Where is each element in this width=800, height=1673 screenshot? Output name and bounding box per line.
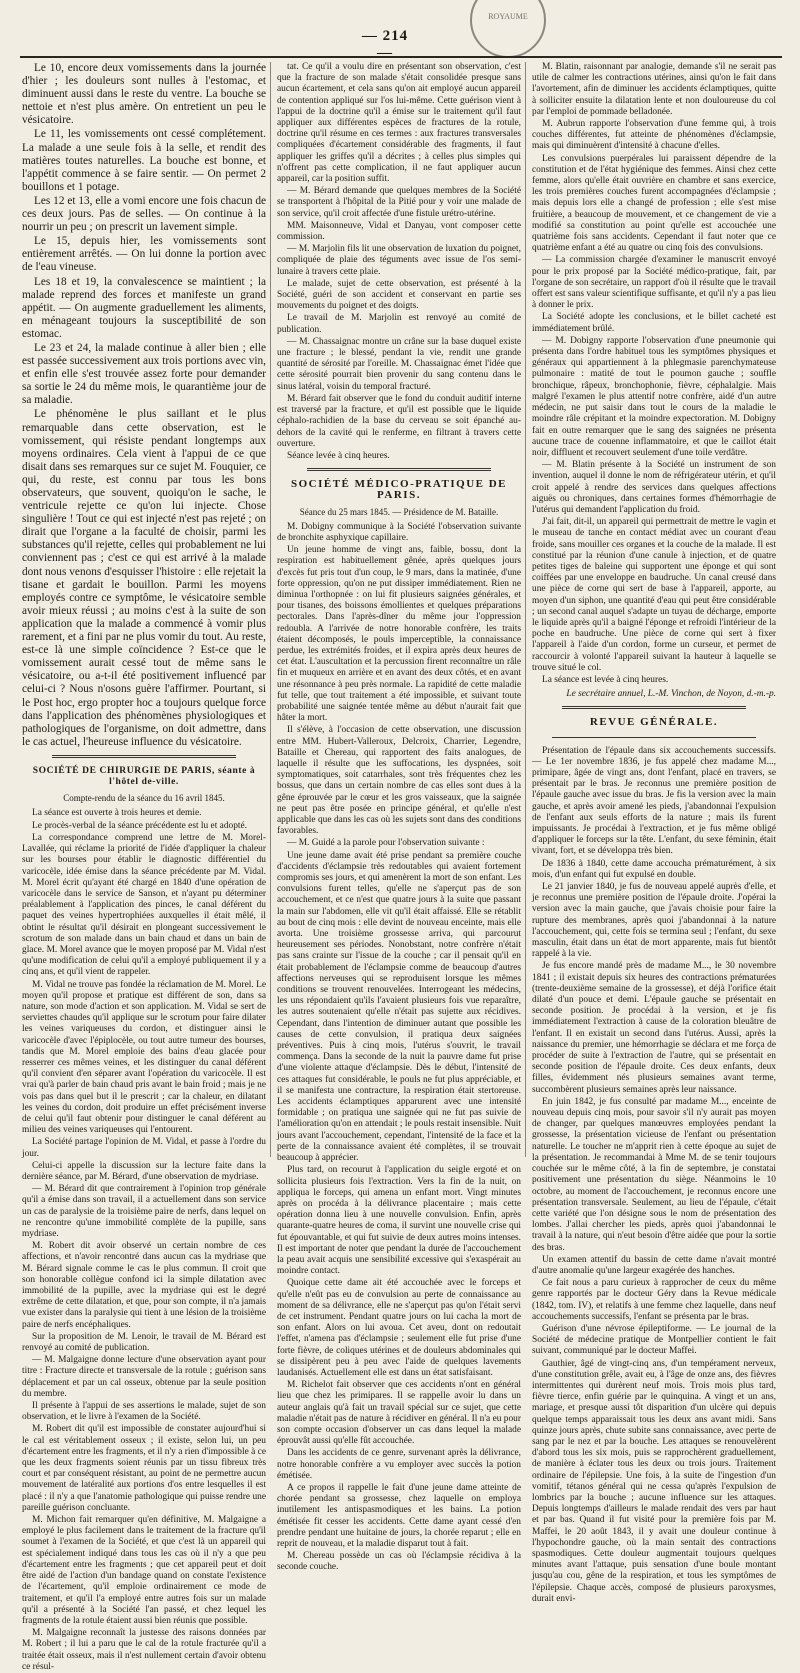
section-title: SOCIÉTÉ MÉDICO-PRATIQUE DE PARIS. xyxy=(290,478,508,502)
paragraph: M. Robert dit avoir observé un certain nombre de ces affections, et n'avoir rencontré dans aucun cas la mydriase que M. Bérard signale comme le cas le plus commun. Il croit que son honorable collègue confond ici la simple dilatation avec immobilité de la pupille, avec la mydriase qui est le degré extrême de cette dilatation, et que, pour son compte, il n'a jamais vue exister dans la paralysie qui tient à une lésion de la troisième paire de nerfs encéphaliques. xyxy=(22,1241,266,1330)
paragraph: Celui-ci appelle la discussion sur la lecture faite dans la dernière séance, par M. Bérard, d'une observation de mydriase. xyxy=(22,1160,266,1182)
section-separator xyxy=(52,755,236,758)
paragraph: Séance levée à cinq heures. xyxy=(287,450,390,461)
section-separator xyxy=(307,468,491,471)
section-separator xyxy=(562,706,746,709)
column-divider xyxy=(525,62,526,1157)
paragraph: M. Richelot fait observer que ces accidents n'ont en général lieu que chez les primipares. Il se rappelle avoir lu dans un auteur anglais qu'à fait un travail spécial sur ce sujet, que cette maladie n'était pas de nature à récidiver en général. Il n'a eu pour son compte occasion d'observer un cas dans lequel la malade éprouvât aussi qu'elle fût accouchée. xyxy=(277,1380,521,1447)
library-stamp-seal xyxy=(470,0,546,58)
paragraph: Gauthier, âgé de vingt-cinq ans, d'un tempérament nerveux, d'une constitution grêle, avait eu, à l'âge de onze ans, des fièvres intermittentes qui durèrent neuf mois. Trois mois plus tard, fièvre tierce, enfin guérie par le quinquina. A vingt et un ans, mariage, et presque aussi tôt disparition d'un ulcère qui depuis quelque temps apparaissait tous les deux ans avant midi. Sans quinze jours après, chute subite sans connaissance, avec perte de sang par le nez et par la bouche. Les attaques se renouvelèrent d'abord tous les six mois, puis se rapprochèrent graduellement, de manière à éclater tous les deux ou trois jours. Traitement ordinaire de l'épilepsie. Une fois, à la suite de l'ingestion d'un vomitif, tétanos général qui ne cessa qu'après l'expulsion de lombrics par la bouche ; aucune influence sur les attaques. Depuis longtemps d'ailleurs le malade rendait des vers par haut et par bas. Quand il fut visité pour la première fois par M. Maffei, le 20 août 1843, il y avait une douleur continue à l'hypochondre gauche, où la main sentait des contractions spasmodiques. Cette douleur augmentait toujours quelques minutes avant l'attaque, puis sensation d'une boule montant jusqu'au cou, gêne de la respiration, et tous les symptômes de l'épilepsie. Chaque accès, composé de plusieurs paroxysmes, durait envi- xyxy=(532,1358,776,1604)
paragraph: M. Blatin, raisonnant par analogie, demande s'il ne serait pas utile de calmer les contractions utérines, ainsi qu'on le fait dans l'avortement, afin de diminuer les accidents éclamptiques, quitte à solliciter ensuite la dilatation lente et non douloureuse du col par l'emploi de pommade belladonée. xyxy=(532,62,776,117)
paragraph: Un jeune homme de vingt ans, faible, bossu, dont la respiration est habituellement gênée, après quelques jours d'excès fut pris tout d'un coup, le 9 mars, dans la matinée, d'une forte oppression, qu'on ne put dissiper immédiatement. Rien ne diminua l'orthopnée : on lui fit plusieurs saignées générales, et pour tisanes, des boissons émollientes et quelques préparations pectorales. Dans l'après-dîner du même jour l'oppression redoubla. A l'arrivée de notre honorable confrère, les traits étaient décomposés, le pouls imperceptible, la connaissance perdue, les extrémités froides, et il expira après deux heures de cet état. L'auscultation et la percussion firent reconnaître un râle fin et muqueux en arrière et en avant des deux côtés, et en avant une résonnance à peu près normale. La rapidité de cette maladie fut telle, que tout traitement a été impossible, et suivant toute probabilité une saignée tentée même au début n'aurait fait que hâter la mort. xyxy=(277,545,521,724)
paragraph: MM. Maisonneuve, Vidal et Danyau, vont composer cette commission. xyxy=(277,220,521,243)
paragraph: En juin 1842, je fus consulté par madame M..., enceinte de nouveau depuis cinq mois, pour savoir s'il n'y aurait pas moyen de changer, par quelques manœuvres employées pendant la grossesse, la présentation vicieuse de l'enfant ou présentation naturelle. Le toucher ne m'apprit rien à cette époque au sujet de la présentation. Je recommandai à Mme M. de se tenir toujours couchée sur le même côté, à la fin de septembre, je constatai positivement une présentation du siège. Néanmoins le 10 octobre, au moment de l'accouchement, je reconnus encore une présentation transversale. Seulement, au lieu de l'épaule, c'était cette variété que l'on désigne sous le nom de présentation des lombes. J'allai chercher les pieds, après quoi j'abandonnai le travail à la nature, qui n'eut besoin d'être aidée que pour la sortie des bras. xyxy=(532,1096,776,1253)
paragraph: Le travail de M. Marjolin est renvoyé au comité de publication. xyxy=(277,313,521,335)
paragraph: M. Dobigny communique à la Société l'observation suivante de bronchite asphyxique capillaire. xyxy=(277,521,521,543)
paragraph: Dans les accidents de ce genre, survenant après la délivrance, notre honorable confrère a vu employer avec succès la potion émétisée. xyxy=(277,1448,521,1481)
paragraph: Il présente à l'appui de ses assertions le malade, sujet de son observation, et le livre à l'examen de la Société. xyxy=(22,1401,266,1423)
column-divider xyxy=(270,62,271,1157)
paragraph: — M. Chassaignac montre un crâne sur la base duquel existe une fracture ; le blessé, pendant la vie, rendit une grande quantité de sérosité par l'oreille. M. Chassaignac émet l'idée que cette sérosité pourrait bien provenir du sang contenu dans le sinus latéral, voisin du temporal fracturé. xyxy=(277,336,521,392)
paragraph: De 1836 à 1840, cette dame accoucha prématurément, à six mois, d'un enfant qui fut expulsé en double. xyxy=(532,858,776,880)
paragraph: Sur la proposition de M. Lenoir, le travail de M. Bérard est renvoyé au comité de publication. xyxy=(22,1331,266,1354)
section-subtitle: Séance du 25 mars 1845. — Présidence de M. Bataille. xyxy=(299,506,499,517)
paragraph: Plus tard, on recourut à l'application du seigle ergoté et on sollicita plusieurs fois l'extraction. Vers la fin de la nuit, on appliqua le forceps, qui amena un enfant mort. Vingt minutes après on procéda à la délivrance placentaire ; mais cette opération donna lieu à une nouvelle convulsion. Enfin, après quarante-quatre heures de coma, il survint une nouvelle crise qui fut épouvantable, et qui fut suivie de deux autres moins intenses. Il est important de noter que pendant la durée de l'accouchement la peau avait acquis une sensibilité excessive qui s'exaspérait au moindre contact. xyxy=(277,1165,521,1277)
paragraph: Les 18 et 19, la convalescence se maintient ; la malade reprend des forces et manifeste un grand appétit. — On augmente graduellement les aliments, en ménageant toujours la susceptibilité de son estomac. xyxy=(22,275,266,340)
paragraph: La Société adopte les conclusions, et le billet cacheté est immédiatement brûlé. xyxy=(532,312,776,334)
section-subtitle: Compte-rendu de la séance du 16 avril 1845. xyxy=(63,793,225,804)
paragraph: Une jeune dame avait été prise pendant sa première couche d'accidents d'éclampsie très redoutables qui avaient fortement compromis ses jours, et qui amenèrent la mort de son enfant. Les convulsions furent telles, qu'elle ne s'aperçut pas de son accouchement, et ce n'est que quatre jours à la suite que passant la main sur l'abdomen, elle vit qu'il était affaissé. Elle se rétablit au bout de cinq mois : elle devint de nouveau enceinte, mais elle avorta. Une troisième grossesse arriva, qui parcourut heureusement ses périodes. Nonobstant, notre confrère n'était pas sans crainte sur l'issue de la couche ; car il pensait qu'il en était probablement de l'éclampsie comme de beaucoup d'autres affections nerveuses qui se reproduisent lorsque les mêmes conditions se trouvent renouvelées. Interrogeant les médecins, les uns répondaient qu'ils l'avaient plusieurs fois vue reparaître, les autres soutenaient qu'elle n'était pas sujette aux récidives. Cependant, dans l'intention de diminuer autant que possible les causes de cette convulsion, il pratiqua deux saignées préventives. Puis à cinq mois, l'utérus s'ouvrit, le travail commença. Dans la seconde de la nuit la pauvre dame fut prise d'une violente attaque d'éclampsie. Dès le début, l'intensité de ces attaques fut considérable, le pouls ne fut plus appréciable, et il se manifesta une contracture, la respiration était stertoreuse. Les accidents éclamptiques apparurent avec une intensité formidable ; on pratiqua une saignée qui ne fut pas suivie de l'amélioration qu'on en attendait ; le pouls restait insensible. Nuit jours avant l'accouchement, cependant, l'intensité de la face et la perte de la connaissance avaient été complètes, il se trouvait beaucoup à apprécier. xyxy=(277,850,521,1164)
secretary-signature: Le secrétaire annuel, L.-M. Vinchon, de Noyon, d.-m.-p. xyxy=(566,689,776,700)
paragraph: Guérison d'une névrose épileptiforme. — Le journal de la Société de médecine pratique de Montpellier contient le fait suivant, communiqué par le docteur Maffei. xyxy=(532,1323,776,1357)
paragraph: — La commission chargée d'examiner le manuscrit envoyé pour le prix proposé par la Société médico-pratique, fait, par l'organe de son secrétaire, un rapport d'où il résulte que le travail offert est sans valeur scientifique suffisante, et qu'il n'y a pas lieu à donner le prix. xyxy=(532,255,776,311)
paragraph: Le phénomène le plus saillant et le plus remarquable dans cette observation, est le vomissement, qui résiste pendant longtemps aux moyens ordinaires. Cela vient à l'appui de ce que disait dans ses remarques sur ce sujet M. Fouquier, ce qui, du reste, est connu par tous les bons observateurs, que souvent, quoiqu'on le sache, le ventricule rejette ce qu'on lui injecte. Chose singulière ! Tout ce qui est injecté n'est pas rejeté ; on dirait que l'organe a la faculté de choisir, parmi les substances qu'il rejette, celles qui probablement ne lui conviennent pas ; c'est ce qui est arrivé à la malade dont nous venons d'esquisser l'histoire : elle rejetait la tisane et gardait le bouillon. Parmi les moyens employés contre ce symptôme, le vésicatoire semble avoir mieux réussi ; au moins c'est à la suite de son application que la malade a commencé à vomir plus rarement, et a fini par ne plus vomir du tout. Au reste, est-ce là une simple coïncidence ? Est-ce que le vomissement aurait cessé tout de même sans le vésicatoire, ou a-t-il été positivement influencé par celui-ci ? Nous n'osons guère l'affirmer. Pourtant, si le Post hoc, ergo propter hoc a toujours quelque force dans l'application des phénomènes physiologiques et pathologiques de l'organisme, on doit admettre, dans le cas actuel, l'heureuse influence du vésicatoire. xyxy=(22,408,266,748)
column-1 xyxy=(22,62,266,1672)
paragraph: — M. Blatin présente à la Société un instrument de son invention, auquel il donne le nom de réfrigérateur utérin, et qu'il croit appelé à rendre des services dans quelques affections aiguës ou chroniques, dans certaines formes d'hémorrhagie de l'utérus qui demandent l'application du froid. xyxy=(532,460,776,515)
paragraph: tat. Ce qu'il a voulu dire en présentant son observation, c'est que la fracture de son malade s'était consolidée presque sans aucun écartement, et cela sans qu'on ait employé aucun appareil de contention appliqué sur l'os lui-même. Cette guérison vient à l'appui de la doctrine qu'il a émise sur le traitement qu'il faut appliquer aux différentes espèces de fractures de la rotule, doctrine qu'il résume en ces termes : aux fractures transversales compliquées d'écartement considérable des fragments, il faut appliquer les griffes qu'il a décrites ; à celles plus simples qui n'offrent pas cette complication, il ne faut appliquer aucun appareil, car la position suffit. xyxy=(277,62,521,185)
paragraph: Le malade, sujet de cette observation, est présenté à la Société, guéri de son accident et conservant en partie ses mouvements du poignet et des doigts. xyxy=(277,278,521,312)
paragraph: Le 23 et 24, la malade continue à aller bien ; elle est passée successivement aux trois portions avec vin, et enfin elle s'est trouvée assez forte pour demander sa sortie le 24 du même mois, le quarantième jour de sa maladie. xyxy=(22,341,266,407)
paragraph: M. Malgaigne reconnaît la justesse des raisons données par M. Robert ; il lui a paru que le cal de la rotule fracturée qu'il a traitée était osseux, mais il n'est nullement certain d'avoir obtenu ce résul- xyxy=(22,1628,266,1672)
paragraph: Il s'élève, à l'occasion de cette observation, une discussion entre MM. Hubert-Valleroux, Delcroix, Charrier, Legendre, Bataille et Chereau, qui rapportent des faits analogues, de laquelle il résulte que les suffocations, les dyspnées, soit symptomatiques, soit catarrhales, sont très fréquentes chez les bossus, que dans un certain nombre de cas elles sont dues à la gêne éprouvée par le cœur et les gros vaisseaux, que la saignée ne peut pas être posée en principe général, et qu'elle n'est applicable que dans les cas où les sujets sont dans des conditions favorables. xyxy=(277,725,521,837)
paragraph: La correspondance comprend une lettre de M. Morel-Lavallée, qui réclame la priorité de l'idée d'appliquer la chaleur sur les bourses pour établir le diagnostic différentiel du varicocèle, idée émise dans la séance précédente par M. Vidal. M. Morel écrit qu'ayant été chargé en 1840 d'une opération de varicocèle dans le service de Sanson, et n'ayant pu déterminer préalablement à l'application des pinces, le canal déférent du paquet des veines hypertrophiées auxquelles il était mêlé, il obtint le résultat qu'il désirait en plongeant successivement le scrotum de son malade dans un bain chaud et dans un bain de glace. M. Morel avance que le moyen proposé par M. Vidal n'est qu'une modification de celui qu'il a employé publiquement il y a cinq ans, et qu'il vient de rappeler. xyxy=(22,832,266,978)
paragraph: Présentation de l'épaule dans six accouchements successifs. — Le 1er novembre 1836, je fus appelé chez madame M..., primipare, âgée de vingt ans, dont l'enfant, placé en travers, se présentait par le bras. Je reconnus une première position de l'épaule gauche avec issue du bras. Je fis la version avec la main gauche, et après avoir amené les pieds, j'abandonnai l'expulsion de l'enfant aux seuls efforts de la nature ; mais ils furent impuissants. Je procédai à l'extraction, et je fus même obligé d'appliquer le forceps sur la tête. L'enfant, du sexe féminin, était vivant, fort, et se développa très bien. xyxy=(532,745,776,857)
section-title: REVUE GÉNÉRALE. xyxy=(589,716,719,729)
header-rule xyxy=(20,56,782,58)
paragraph: A ce propos il rappelle le fait d'une jeune dame atteinte de chorée pendant sa grossesse, chez laquelle on employa inutilement les antispasmodiques et les bains. La potion émétisée fit cesser les accidents. Cette dame ayant cessé d'en prendre pendant une huitaine de jours, la chorée reparut ; elle en reprit de nouveau, et la maladie disparut tout à fait. xyxy=(277,1482,521,1549)
paragraph: — M. Malgaigne donne lecture d'une observation ayant pour titre : Fracture directe et transversale de la rotule ; guérison sans déplacement et par un cal osseux, obtenue par la seule position du membre. xyxy=(22,1355,266,1399)
paragraph: M. Aubrun rapporte l'observation d'une femme qui, à trois couches différentes, fut atteinte de phénomènes d'éclampsie, mais qui diminuèrent d'intensité à chacune d'elles. xyxy=(532,119,776,152)
paragraph: — M. Bérard dit que contrairement à l'opinion trop générale qu'il a émise dans son travail, il a actuellement dans son service un cas de paralysie de la troisième paire de nerfs, dans lequel on ne rencontre qu'une immobilité complète de la pupille, sans mydriase. xyxy=(22,1184,266,1239)
paragraph: Un examen attentif du bassin de cette dame n'avait montré d'autre anomalie qu'une largeur exagérée des hanches. xyxy=(532,1254,776,1276)
paragraph: M. Bérard fait observer que le fond du conduit auditif interne est traversé par la fracture, et qu'il est possible que le liquide céphalo-rachidien de la base du cerveau se soit épanché au-dehors de la cavité qui le renferme, en filtrant à travers cette ouverture. xyxy=(277,393,521,449)
paragraph: M. Michon fait remarquer qu'en définitive, M. Malgaigne a employé le plus facilement dans le traitement de la fracture qu'il soumet à l'examen de la Société, et que c'est là un appareil qui est spécialement indiqué dans tous les cas où il n'y a que peu d'écartement entre les fragments ; que cet appareil peut et doit être aidé de l'action d'un bandage quand on constate l'existence de l'écartement, qu'il emploie ordinairement ce mode de traitement, et qu'il l'a employé entre autres fois sur un malade qu'il a présenté à la Société l'an passé, et chez lequel les fragments de la rotule étaient aussi bien réunis que possible. xyxy=(22,1515,266,1626)
seal-text: ROYAUME xyxy=(488,12,528,21)
paragraph: Je fus encore mandé près de madame M..., le 30 novembre 1841 ; il existait depuis six heures des contractions prématurées (trente-deuxième semaine de la grossesse), et déjà l'orifice était dilaté d'un pouce et demi. L'épaule gauche se présentait en seconde position. Je procédai à la version, et je fis immédiatement l'extraction à cause de la coloration bleuâtre de l'enfant. Il en existait un second dans l'utérus. Aussi, après la naissance du premier, une hémorrhagie se déclara et me força de procéder de suite à l'extraction de l'autre, qui se présentait en seconde position de l'épaule droite. Ces deux enfants, deux filles, évidemment nés plusieurs semaines avant terme, succombèrent plusieurs semaines après leur naissance. xyxy=(532,961,776,1095)
paragraph: Les convulsions puerpérales lui paraissent dépendre de la constitution et de l'état hygiénique des femmes. Ainsi chez cette femme, alors qu'elle était ouvrière en chambre et sans exercice, les trois premières couches furent accompagnées d'éclampsie ; mais depuis lors elle a changé de profession ; elle s'est mise fruitière, a beaucoup de mouvement, et ce changement de vie a modifié sa constitution au point qu'elle est accouchée une quatrième fois sans accidents. Cependant il faut noter que ce quatrième enfant a été au quatre ou cinq fois des convulsions. xyxy=(532,153,776,254)
paragraph: La séance est levée à cinq heures. xyxy=(542,674,669,685)
paragraph: M. Chereau possède un cas où l'éclampsie récidiva à la seconde couche. xyxy=(277,1551,521,1573)
paragraph: Le 11, les vomissements ont cessé complétement. La malade a une seule fois à la selle, et rendit des matières toutes naturelles. La bouche est bonne, et l'appétit commence à se faire sentir. — On permet 2 bouillons et 1 potage. xyxy=(22,128,266,193)
paragraph: — M. Dobigny rapporte l'observation d'une pneumonie qui présenta dans l'ordre habituel tous les symptômes physiques et généraux qui appartiennent à la phlegmasie parenchymateuse pulmonaire : matité de tout le poumon gauche ; souffle bronchique, râpeux, bronchophonie, fièvre, céphalalgie. Mais malgré l'examen le plus attentif notre confrère, aidé d'un autre médecin, ne put saisir dans tout le cours de la maladie le moindre râle crépitant et la moindre expectoration. M. Dobigny fait en outre remarquer que le sang des saignées ne présenta aucune trace de couenne inflammatoire, et que le caillot était noir, diffluent et recouvert seulement d'une toile verdâtre. xyxy=(532,335,776,458)
paragraph: La séance est ouverte à trois heures et demie. xyxy=(32,808,202,819)
page-header xyxy=(0,0,800,60)
paragraph: M. Vidal ne trouve pas fondée la réclamation de M. Morel. Le moyen qu'il propose et pratique est différent de son, dans sa nature, son mode d'action et son application. M. Vidal se sert de serviettes chaudes qu'il applique sur le scrotum pour faire dilater les veines variqueuses du cordon, et distinguer ainsi le varicocèle d'avec l'épiplocèle, ou tout autre tumeur des bourses, tandis que M. Morel emploie des bains d'eau glacée pour resserrer ces mêmes veines, et les distinguer du canal déférent qu'il convient d'en séparer avant l'opération du varicocèle. Il est vrai qu'à parler de bain chaud pris avant le bain froid ; mais je ne vois pas dans quel but il le prescrit ; car la chaleur, en dilatant les veines du cordon, doit produire un effet précisément inverse de celui qu'il faut obtenir pour distinguer le canal déférent au milieu des veines variqueuses qui l'entourent. xyxy=(22,979,266,1136)
paragraph: Le 10, encore deux vomissements dans la journée d'hier ; les douleurs sont nulles à l'estomac, et diminuent aussi dans le reste du ventre. La bouche se nettoie et n'est plus amère. On entretient un peu le vésicatoire. xyxy=(22,62,266,127)
case-observation-continuation xyxy=(22,62,266,749)
paragraph: Le procès-verbal de la séance précédente est lu et adopté. xyxy=(32,820,247,831)
column-2 xyxy=(277,62,521,1573)
paragraph: Le 15, depuis hier, les vomissements sont entièrement arrêtés. — On lui donne la portion avec de l'eau vineuse. xyxy=(22,235,266,274)
paragraph: — M. Guidé a la parole pour l'observation suivante : xyxy=(287,838,485,849)
column-3 xyxy=(532,62,776,1604)
paragraph: Les 12 et 13, elle a vomi encore une fois chacun de ces deux jours. Pas de selles. — On continue à la nourrir un peu ; on prescrit un lavement simple. xyxy=(22,194,266,234)
page-number: — 214 — xyxy=(361,28,409,61)
section-title: SOCIÉTÉ DE CHIRURGIE DE PARIS, séante à l'hôtel de-ville. xyxy=(32,765,256,788)
section-separator xyxy=(552,737,756,738)
paragraph: — M. Marjolin fils lit une observation de luxation du poignet, compliquée de plaie des téguments avec issue de l'os semi-lunaire à travers cette plaie. xyxy=(277,244,521,277)
paragraph: La Société partage l'opinion de M. Vidal, et passe à l'ordre du jour. xyxy=(22,1137,266,1159)
paragraph: J'ai fait, dit-il, un appareil qui permettrait de mettre le vagin et le museau de tanche en contact médiat avec un courant d'eau froide, sans mouiller ces organes et la couche de la malade. Il est constitué par la réunion d'une canule à injection, et de quatre petites tiges de baleine qui supportent une éponge et qui sont coiffées par une enveloppe en baudruche. Un canal creusé dans une pièce de corne qui sert de base à l'appareil, apporte, au moyen d'un siphon, une quantité d'eau qui peut être considérable ; un second canal auquel s'adapte un tuyau de décharge, emporte le liquide après qu'il a baigné l'éponge et refroidi l'intérieur de la poche en baudruche. Une pièce de corne qui sert à fixer l'appareil à l'aide d'un cordon, forme un curseur, et permet de raccourcir à volonté l'appareil suivant la hauteur à laquelle se trouve situé le col. xyxy=(532,517,776,673)
paragraph: M. Robert dit qu'il est impossible de constater aujourd'hui si le cal est véritablement osseux ; il existe, selon lui, un peu d'écartement entre les fragments, et il n'y a rien d'impossible à ce que les deux fragments soient réunis par un tissu fibreux très court et par conséquent résistant, au point de ne permettre aucun mouvement de latéralité aux portions d'os entre lesquelles il est placé : il n'y a que l'anatomie pathologique qui puisse rendre une pareille guérison concluante. xyxy=(22,1424,266,1513)
paragraph: — M. Bérard demande que quelques membres de la Société se transportent à l'hôpital de la Pitié pour y voir une malade de son service, qu'il croit affectée d'une fistule urétro-utérine. xyxy=(277,186,521,219)
paragraph: Le 21 janvier 1840, je fus de nouveau appelé auprès d'elle, et je reconnus une première position de l'épaule droite. J'opérai la version avec la main gauche, que j'avais choisie pour faire la rupture des membranes, après quoi j'abandonnai à la nature l'accouchement, qui, cette fois se termina seul ; l'enfant, du sexe masculin, était dans un état de mort apparente, mais fut bientôt rappelé à la vie. xyxy=(532,882,776,960)
paragraph: Ce fait nous a paru curieux à rapprocher de ceux du même genre rapportés par le docteur Géry dans la Revue médicale (1842, tom. IV), et relatifs à une femme chez laquelle, dans neuf accouchements successifs, l'enfant se présenta par le bras. xyxy=(532,1278,776,1322)
paragraph: Quoique cette dame ait été accouchée avec le forceps et qu'elle n'eût pas eu de convulsion au perte de connaissance au moment de sa délivrance, elle ne s'aperçut pas qu'on l'était servi de cet instrument. Pendant quatre jours on lui cacha la mort de son enfant. Alors on lui avoua. Cet aveu, dont on redoutait l'effet, n'amena pas d'éclampsie ; seulement elle fut prise d'une forte fièvre, de coliques utérines et de douleurs abdominales qui se dissipèrent peu à peu avec l'aide de quelques lavements laudanisés. Actuellement elle est dans un état satisfaisant. xyxy=(277,1278,521,1378)
